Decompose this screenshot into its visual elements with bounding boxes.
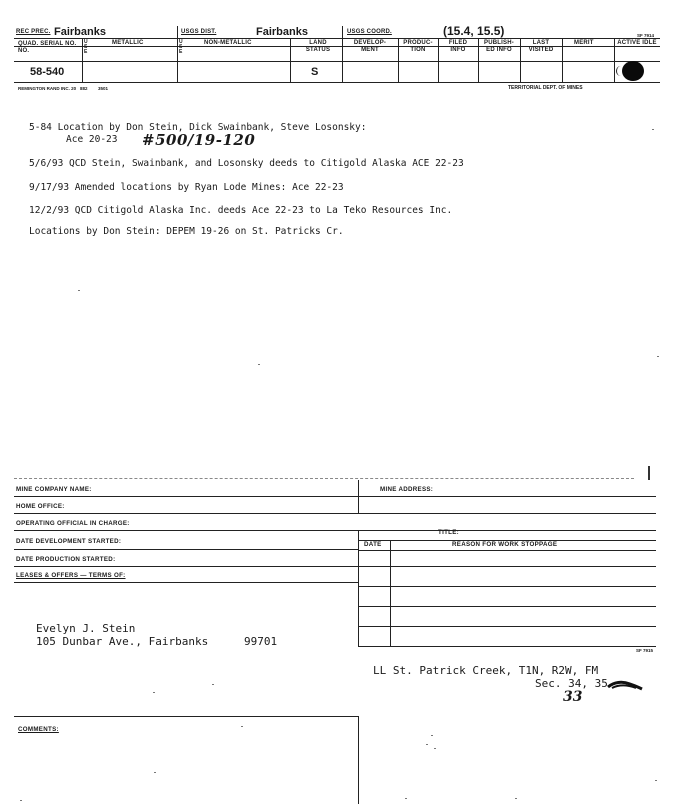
edge-mark <box>648 466 650 480</box>
owner-name: Evelyn J. Stein <box>36 622 136 635</box>
entry-line: Ace 20-23 <box>66 134 118 145</box>
idle-status-mark <box>616 66 625 76</box>
entry-line: 5-84 Location by Don Stein, Dick Swainbank, Steve Losonsky: <box>29 122 367 133</box>
scribble-mark <box>606 678 644 692</box>
owner-address: 105 Dunbar Ave., Fairbanks <box>36 635 209 648</box>
quad-serial-label: QUAD. SERIAL NO. NO. <box>18 41 77 54</box>
metallic-label: METALLIC <box>112 40 144 46</box>
use-letters-nonmetallic: U S E <box>179 39 183 55</box>
scan-speck <box>78 290 80 291</box>
mine-address-label: MINE ADDRESS: <box>380 486 434 493</box>
filed-info-label: FILED INFO <box>448 40 468 53</box>
production-label: PRODUC-TION <box>403 40 433 53</box>
scan-speck <box>431 735 433 736</box>
location-line-2: Sec. 34, 35 <box>535 677 608 690</box>
leases-label: LEASES & OFFERS — TERMS OF: <box>16 572 126 579</box>
use-letters-metallic: U S E <box>84 39 88 55</box>
entry-line: 5/6/93 QCD Stein, Swainbank, and Losonsky deeds to Citigold Alaska ACE 22-23 <box>29 158 464 169</box>
scan-speck <box>153 692 155 693</box>
published-info-label: PUBLISH-ED INFO <box>484 40 514 53</box>
operating-official-label: OPERATING OFFICIAL IN CHARGE: <box>16 520 130 527</box>
quad-serial-value: 58-540 <box>30 66 65 78</box>
entry-line: Locations by Don Stein: DEPEM 19-26 on St. Patricks Cr. <box>29 226 344 237</box>
scan-speck <box>657 356 659 357</box>
printer-line: REMINGTON RAND INC. 20 <box>18 86 77 91</box>
handwritten-section-number: 33 <box>563 689 583 705</box>
scan-speck <box>655 780 657 781</box>
scan-speck <box>212 684 214 685</box>
comments-label: COMMENTS: <box>18 726 59 733</box>
scan-speck <box>652 129 654 130</box>
scan-speck <box>241 726 243 727</box>
usgs-dist-value: Fairbanks <box>256 26 308 38</box>
date-development-label: DATE DEVELOPMENT STARTED: <box>16 538 122 545</box>
owner-zip: 99701 <box>244 635 278 648</box>
reason-column-label: REASON FOR WORK STOPPAGE <box>452 541 558 548</box>
separator-line <box>14 478 634 479</box>
usgs-coord-label: USGS COORD. <box>347 29 392 35</box>
rec-prec-label: REC PREC. <box>16 29 51 35</box>
scan-speck <box>426 744 428 745</box>
scan-speck <box>20 800 22 801</box>
land-status-value: S <box>311 66 319 78</box>
land-status-label: LAND STATUS <box>305 40 331 53</box>
mine-company-label: MINE COMPANY NAME: <box>16 486 92 493</box>
home-office-label: HOME OFFICE: <box>16 503 65 510</box>
active-status-dot <box>622 61 644 81</box>
entry-line: 12/2/93 QCD Citigold Alaska Inc. deeds Ace 22-23 to La Teko Resources Inc. <box>29 205 453 216</box>
usgs-coord-value: (15.4, 15.5) <box>443 24 505 38</box>
form-number-bottom: SF 7915 <box>636 648 654 653</box>
scan-speck <box>515 798 517 799</box>
usgs-dist-label: USGS DIST. <box>181 29 217 35</box>
form-number-top: SF 7914 <box>637 33 655 38</box>
last-visited-label: LAST VISITED <box>528 40 554 53</box>
active-idle-label: ACTIVE IDLE <box>617 40 657 46</box>
handwritten-note: #500/19-120 <box>142 131 256 149</box>
merit-label: MERIT <box>574 40 594 46</box>
date-column-label: DATE <box>364 541 382 548</box>
scan-speck <box>405 798 407 799</box>
dept-label: TERRITORIAL DEPT. OF MINES <box>508 85 583 91</box>
entry-line: 9/17/93 Amended locations by Ryan Lode Mines: Ace 22-23 <box>29 182 344 193</box>
development-label: DEVELOP-MENT <box>353 40 387 53</box>
rec-prec-value: Fairbanks <box>54 26 106 38</box>
scan-speck <box>154 772 156 773</box>
printer-code-2: 3501 <box>98 86 109 91</box>
scan-speck <box>434 748 436 749</box>
location-line-1: LL St. Patrick Creek, T1N, R2W, FM <box>373 664 599 677</box>
date-production-label: DATE PRODUCTION STARTED: <box>16 556 116 563</box>
non-metallic-label: NON-METALLIC <box>204 40 252 46</box>
title-label: TITLE: <box>438 529 460 536</box>
printer-code-1: 882 <box>80 86 88 91</box>
scan-speck <box>258 364 260 365</box>
